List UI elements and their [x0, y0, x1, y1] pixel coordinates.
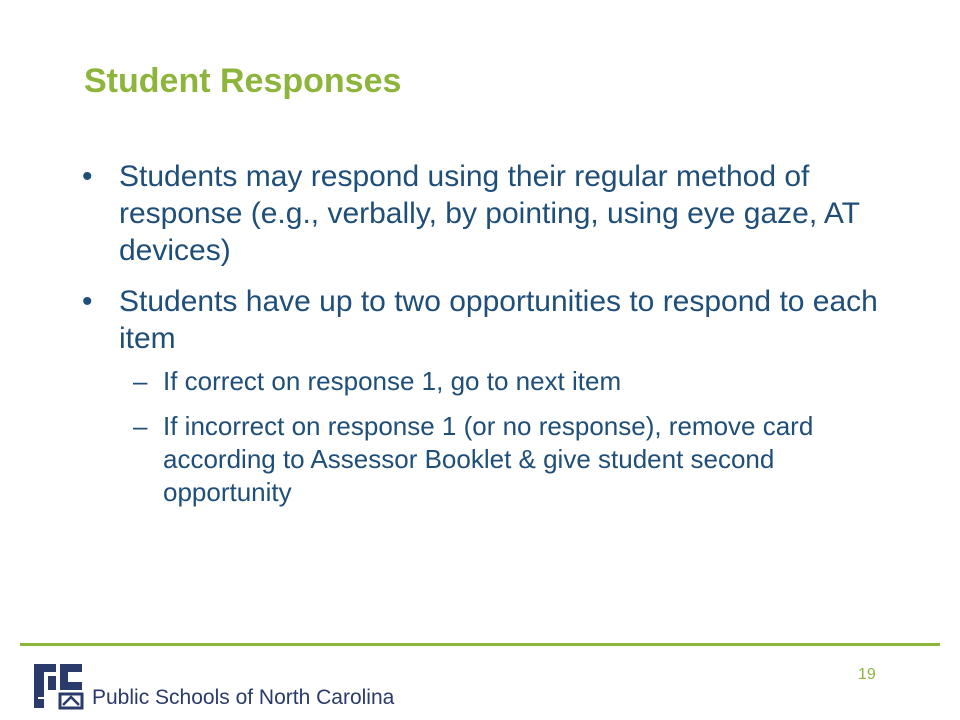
bullet-list — [82, 158, 902, 523]
bullet-item — [82, 158, 902, 269]
sub-bullet-text: If incorrect on response 1 (or no response), remove card according to Assessor Booklet & give student second opportunity — [163, 411, 814, 507]
bullet-marker: • — [82, 285, 93, 318]
page-number: 19 — [858, 666, 876, 683]
bullet-text: Students have up to two opportunities to respond to each item — [119, 285, 878, 355]
sub-bullet-item — [119, 410, 902, 509]
slide-title: Student Responses — [84, 62, 402, 100]
sub-bullet-list — [119, 365, 902, 509]
sub-bullet-item — [119, 365, 902, 398]
bullet-marker: • — [82, 160, 93, 193]
bullet-text: Students may respond using their regular method of response (e.g., verbally, by pointing, using eye gaze, AT devices) — [119, 160, 860, 267]
organization-name: Public Schools of North Carolina — [92, 686, 395, 709]
sub-bullet-marker: – — [133, 411, 148, 441]
footer-divider — [20, 643, 940, 646]
nc-state-seal-icon — [30, 658, 86, 714]
sub-bullet-marker: – — [133, 366, 148, 396]
sub-bullet-text: If correct on response 1, go to next item — [163, 366, 622, 396]
bullet-item — [82, 283, 902, 509]
